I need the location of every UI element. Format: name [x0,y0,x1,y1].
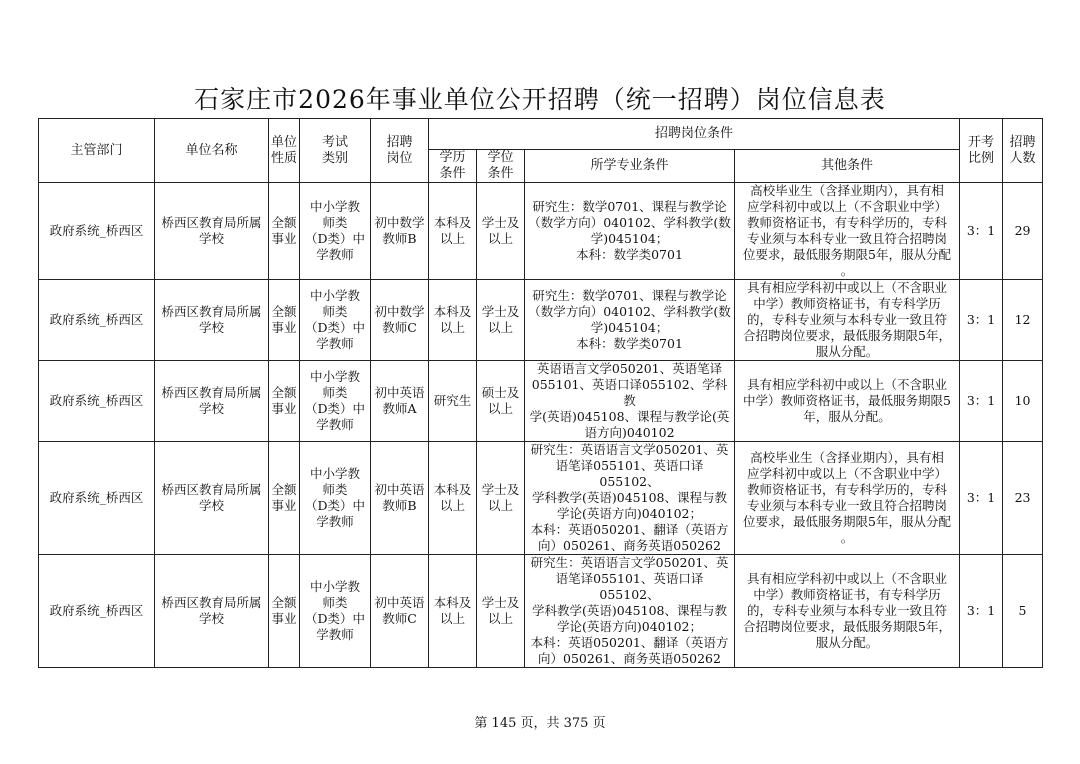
header-ratio-line1: 开考 [968,134,995,150]
edu-cell-line1: 本科及 [433,304,472,319]
degree-cell-line2: 以上 [487,231,513,246]
major-cell-line: 本科：数学类0701 [576,247,683,262]
edu-cell [429,183,477,280]
exam-type-cell-line: 中小学教 [309,579,360,594]
edu-cell [429,280,477,361]
major-cell-line: 学论(英语方向)040102； [557,506,702,521]
header-degree-line1: 学位 [487,150,514,165]
edu-cell-line1: 本科及 [433,482,472,497]
table-row [39,555,1043,668]
major-cell-line: 本科：数学类0701 [576,336,683,351]
major-cell-line: 学科教学(英语)045108、课程与教 [532,603,727,618]
major-cell-line: 研究生：英语语言文学050201、英 [530,555,729,570]
header-unit-nature [269,119,300,183]
page-footer: 第 145 页，共 375 页 [474,716,606,731]
other-cell-line: 中学）教师资格证书，有专科学历 [753,296,941,311]
header-count [1003,119,1043,183]
degree-cell [477,280,525,361]
header-other: 其他条件 [735,150,960,183]
major-cell-line: 学(英语)045108、课程与教学论(英 [529,409,730,424]
header-dept: 主管部门 [39,119,155,183]
ratio-cell: 3：1 [960,555,1003,668]
unit-nature-cell-line1: 全额 [271,482,297,497]
major-cell [525,183,735,280]
other-cell-line: 年，服从分配。 [803,409,891,424]
unit-cell-line1: 桥西区教育局所属 [161,595,262,610]
other-cell-line: 的，专科专业须与本科专业一致且符 [747,312,948,327]
other-cell-line: 服从分配。 [815,344,879,359]
major-cell-line: 研究生：英语语言文学050201、英 [530,442,729,457]
major-cell-line: 学)045104； [590,231,669,246]
position-table [38,118,1043,668]
header-edu-line2: 条件 [439,166,466,181]
exam-type-cell-line: 学教师 [316,336,354,351]
degree-cell-line1: 学士及 [481,304,520,319]
exam-type-cell [300,183,371,280]
unit-nature-cell [269,183,300,280]
exam-type-cell-line: 中小学教 [309,199,360,214]
other-cell-line: 高校毕业生（含择业期内），具有相 [750,450,944,465]
header-conditions: 招聘岗位条件 [429,119,960,150]
edu-cell-line1: 本科及 [433,215,472,230]
major-cell-line: （数学方向）040102、学科教学(数 [528,304,731,319]
unit-nature-cell-line2: 事业 [271,320,297,335]
other-cell-line: 专业须与本科专业一致且符合招聘岗 [747,231,948,246]
unit-nature-cell-line2: 事业 [271,231,297,246]
page-title: 石家庄市2026年事业单位公开招聘（统一招聘）岗位信息表 [194,85,886,114]
exam-type-cell [300,280,371,361]
other-cell [735,280,960,361]
other-cell [735,555,960,668]
other-cell-line: 具有相应学科初中或以上（不含职业 [747,280,948,295]
exam-type-cell-line: 学教师 [316,247,354,262]
exam-type-cell-line: 学教师 [316,627,354,642]
header-count-line2: 人数 [1009,150,1036,166]
major-cell-line: 语笔译055101、英语口译055102、 [555,458,704,489]
degree-cell-line1: 学士及 [481,215,520,230]
position-cell [371,183,429,280]
degree-cell [477,183,525,280]
header-position-line1: 招聘 [386,134,413,150]
unit-cell-line1: 桥西区教育局所属 [161,385,262,400]
unit-cell-line1: 桥西区教育局所属 [161,215,262,230]
header-position-line2: 岗位 [386,150,413,166]
header-degree [477,150,525,183]
count-cell: 5 [1003,555,1043,668]
major-cell [525,442,735,555]
table-row [39,183,1043,280]
unit-cell-line2: 学校 [198,611,224,626]
other-cell-line: 。 [840,263,854,278]
other-cell-line: 应学科初中或以上（不含职业中学） [747,199,948,214]
other-cell-line: 合招聘岗位要求，最低服务期限5年， [743,328,951,343]
table-header-row-1 [39,119,1043,150]
other-cell-line: 专业须与本科专业一致且符合招聘岗 [747,498,948,513]
exam-type-cell-line: 师类 [322,304,348,319]
exam-type-cell [300,361,371,442]
position-cell-line1: 初中数学 [374,304,425,319]
edu-cell-line2: 以上 [439,611,465,626]
exam-type-cell [300,442,371,555]
header-edu [429,150,477,183]
unit-cell-line2: 学校 [198,231,224,246]
major-cell-line: 英语语言文学050201、英语笔译 [536,361,723,376]
position-cell [371,442,429,555]
unit-cell-line2: 学校 [198,401,224,416]
unit-nature-cell-line2: 事业 [271,401,297,416]
degree-cell [477,361,525,442]
table-row [39,361,1043,442]
table-row [39,280,1043,361]
other-cell-line: 高校毕业生（含择业期内），具有相 [750,183,944,198]
edu-cell [429,442,477,555]
other-cell-line: 教师资格证书，有专科学历的，专科 [747,215,948,230]
other-cell-line: 应学科初中或以上（不含职业中学） [747,466,948,481]
header-count-line1: 招聘 [1009,134,1036,150]
exam-type-cell-line: 师类 [322,215,348,230]
header-exam-type [300,119,371,183]
exam-type-cell-line: 中小学教 [309,288,360,303]
degree-cell-line1: 学士及 [481,482,520,497]
exam-type-cell-line: 学教师 [316,514,354,529]
unit-nature-cell [269,361,300,442]
table-row [39,442,1043,555]
unit-nature-cell [269,555,300,668]
unit-cell [155,555,269,668]
exam-type-cell-line: （D类）中 [304,231,366,246]
position-cell [371,280,429,361]
other-cell-line: 位要求，最低服务期限5年，服从分配 [743,514,951,529]
count-cell: 23 [1003,442,1043,555]
header-unit-nature-line1: 单位 [270,134,297,150]
count-cell: 12 [1003,280,1043,361]
degree-cell-line2: 以上 [487,401,513,416]
degree-cell-line1: 硕士及 [481,385,520,400]
dept-cell: 政府系统_桥西区 [39,442,155,555]
other-cell-line: 。 [840,530,854,545]
degree-cell-line2: 以上 [487,611,513,626]
edu-cell-line1: 本科及 [433,595,472,610]
major-cell-line: 本科：英语050201、翻译（英语方 [530,635,729,650]
dept-cell: 政府系统_桥西区 [39,555,155,668]
major-cell-line: （数学方向）040102、学科教学(数 [528,215,731,230]
unit-nature-cell-line1: 全额 [271,385,297,400]
position-cell [371,555,429,668]
header-degree-line2: 条件 [487,166,514,181]
header-exam-type-line1: 考试 [321,134,348,150]
header-unit-nature-line2: 性质 [270,150,297,166]
ratio-cell: 3：1 [960,183,1003,280]
position-cell-line2: 教师C [382,320,417,335]
degree-cell-line2: 以上 [487,498,513,513]
major-cell-line: 学)045104； [590,320,669,335]
major-cell-line: 本科：英语050201、翻译（英语方 [530,522,729,537]
exam-type-cell-line: （D类）中 [304,498,366,513]
other-cell-line: 中学）教师资格证书，最低服务期限5 [743,393,951,408]
unit-cell-line2: 学校 [198,498,224,513]
major-cell-line: 语方向)040102 [584,425,675,440]
header-ratio [960,119,1003,183]
exam-type-cell-line: 师类 [322,385,348,400]
unit-cell-line1: 桥西区教育局所属 [161,482,262,497]
unit-nature-cell [269,280,300,361]
other-cell [735,361,960,442]
ratio-cell: 3：1 [960,361,1003,442]
other-cell-line: 具有相应学科初中或以上（不含职业 [747,571,948,586]
other-cell-line: 教师资格证书，有专科学历的，专科 [747,482,948,497]
position-cell-line1: 初中英语 [374,595,425,610]
position-cell-line1: 初中英语 [374,482,425,497]
degree-cell-line1: 学士及 [481,595,520,610]
major-cell-line: 研究生：数学0701、课程与教学论 [532,288,727,303]
other-cell-line: 合招聘岗位要求，最低服务期限5年， [743,619,951,634]
edu-cell-line2: 以上 [439,231,465,246]
header-unit: 单位名称 [155,119,269,183]
unit-nature-cell-line1: 全额 [271,304,297,319]
unit-nature-cell-line2: 事业 [271,611,297,626]
other-cell-line: 服从分配。 [815,635,879,650]
unit-cell [155,280,269,361]
unit-nature-cell-line1: 全额 [271,215,297,230]
major-cell-line: 研究生：数学0701、课程与教学论 [532,199,727,214]
other-cell [735,442,960,555]
edu-cell [429,555,477,668]
other-cell-line: 具有相应学科初中或以上（不含职业 [747,377,948,392]
major-cell-line: 向）050261、商务英语050262 [538,538,721,553]
other-cell-line: 位要求，最低服务期限5年，服从分配 [743,247,951,262]
unit-cell-line1: 桥西区教育局所属 [161,304,262,319]
unit-nature-cell-line2: 事业 [271,498,297,513]
edu-cell: 研究生 [429,361,477,442]
exam-type-cell-line: 中小学教 [309,466,360,481]
position-cell [371,361,429,442]
position-cell-line1: 初中英语 [374,385,425,400]
dept-cell: 政府系统_桥西区 [39,280,155,361]
major-cell-line: 学论(英语方向)040102； [557,619,702,634]
exam-type-cell [300,555,371,668]
other-cell-line: 的，专科专业须与本科专业一致且符 [747,603,948,618]
header-ratio-line2: 比例 [968,150,995,166]
exam-type-cell-line: 学教师 [316,417,354,432]
ratio-cell: 3：1 [960,280,1003,361]
exam-type-cell-line: （D类）中 [304,320,366,335]
major-cell-line: 学科教学(英语)045108、课程与教 [532,490,727,505]
header-exam-type-line2: 类别 [321,150,348,166]
edu-cell-line2: 以上 [439,498,465,513]
position-cell-line2: 教师A [382,401,417,416]
count-cell: 10 [1003,361,1043,442]
major-cell [525,280,735,361]
unit-cell [155,361,269,442]
position-cell-line2: 教师C [382,611,417,626]
degree-cell [477,442,525,555]
unit-cell [155,442,269,555]
dept-cell: 政府系统_桥西区 [39,361,155,442]
header-major: 所学专业条件 [525,150,735,183]
exam-type-cell-line: 师类 [322,482,348,497]
position-cell-line2: 教师B [382,498,417,513]
edu-cell-line2: 以上 [439,320,465,335]
exam-type-cell-line: （D类）中 [304,611,366,626]
dept-cell: 政府系统_桥西区 [39,183,155,280]
unit-cell [155,183,269,280]
ratio-cell: 3：1 [960,442,1003,555]
major-cell-line: 055101、英语口译055102、学科教 [531,377,728,408]
other-cell-line: 中学）教师资格证书，有专科学历 [753,587,941,602]
other-cell [735,183,960,280]
major-cell-line: 向）050261、商务英语050262 [538,651,721,666]
count-cell: 29 [1003,183,1043,280]
unit-nature-cell-line1: 全额 [271,595,297,610]
exam-type-cell-line: （D类）中 [304,401,366,416]
position-cell-line1: 初中数学 [374,215,425,230]
unit-cell-line2: 学校 [198,320,224,335]
degree-cell [477,555,525,668]
major-cell-line: 语笔译055101、英语口译055102、 [555,571,704,602]
header-position [371,119,429,183]
major-cell [525,555,735,668]
position-cell-line2: 教师B [382,231,417,246]
degree-cell-line2: 以上 [487,320,513,335]
header-edu-line1: 学历 [439,150,466,165]
exam-type-cell-line: 师类 [322,595,348,610]
exam-type-cell-line: 中小学教 [309,369,360,384]
major-cell [525,361,735,442]
unit-nature-cell [269,442,300,555]
